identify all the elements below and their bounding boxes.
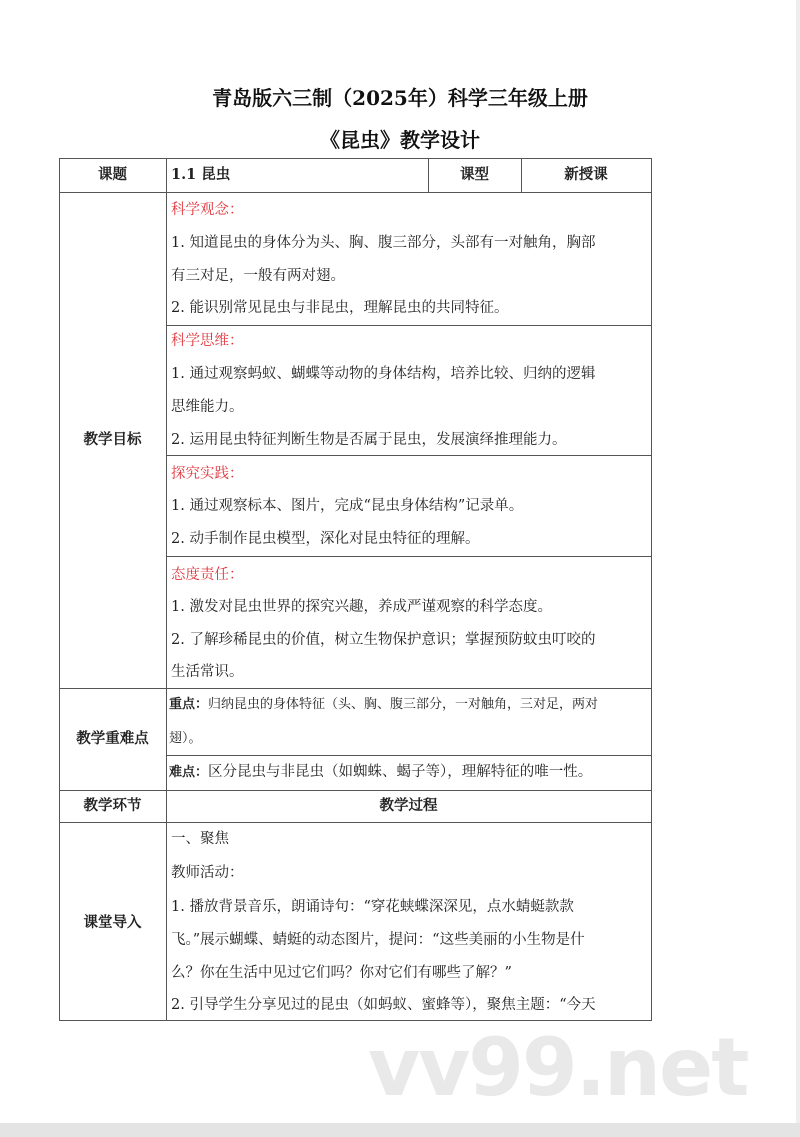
table-border — [166, 455, 651, 456]
difficulty-line — [169, 762, 592, 783]
process-header: 教学过程 — [379, 797, 438, 814]
objective-line: 生活常识。 — [171, 664, 244, 680]
section-heading: 科学思维： — [171, 333, 244, 349]
stage-header: 教学环节 — [83, 797, 142, 814]
objective-line: 有三对足，一般有两对翅。 — [171, 268, 345, 284]
section-heading: 科学观念： — [171, 202, 244, 218]
process-line: 一、聚焦 — [171, 831, 229, 847]
key-label: 重点： — [169, 697, 209, 712]
table-border — [166, 158, 167, 1021]
topic-value: 1.1 昆虫 — [171, 166, 231, 183]
topic-label: 课题 — [98, 166, 127, 183]
objective-line: 思维能力。 — [171, 399, 244, 415]
page-edge — [796, 0, 800, 1123]
objective-line: 2. 运用昆虫特征判断生物是否属于昆虫，发展演绎推理能力。 — [171, 432, 567, 448]
objectives-label: 教学目标 — [83, 431, 142, 448]
difficulty-label: 难点： — [169, 765, 209, 780]
table-border — [166, 755, 651, 756]
page-gap — [0, 1123, 800, 1137]
table-border — [651, 158, 652, 1021]
key-points-label: 教学重难点 — [76, 730, 149, 747]
process-line: 么？你在生活中见过它们吗？你对它们有哪些了解？” — [171, 965, 512, 981]
table-border — [59, 822, 651, 823]
doc-title: 青岛版六三制（2025年）科学三年级上册 — [212, 86, 588, 110]
objective-line: 1. 知道昆虫的身体分为头、胸、腹三部分，头部有一对触角，胸部 — [171, 235, 596, 251]
process-line: 飞。”展示蝴蝶、蜻蜓的动态图片，提问：“这些美丽的小生物是什 — [171, 932, 585, 948]
difficulty-text: 区分昆虫与非昆虫（如蜘蛛、蝎子等），理解特征的唯一性。 — [208, 764, 593, 780]
type-value: 新授课 — [564, 166, 608, 183]
objective-line: 1. 激发对昆虫世界的探究兴趣，养成严谨观察的科学态度。 — [171, 599, 552, 615]
intro-label: 课堂导入 — [83, 914, 142, 931]
table-border — [59, 192, 651, 193]
key-text: 归纳昆虫的身体特征（头、胸、腹三部分，一对触角，三对足，两对 — [208, 697, 599, 712]
objective-line: 1. 通过观察蚂蚁、蝴蝶等动物的身体结构，培养比较、归纳的逻辑 — [171, 366, 596, 382]
table-border — [166, 325, 651, 326]
objective-line: 2. 了解珍稀昆虫的价值，树立生物保护意识；掌握预防蚊虫叮咬的 — [171, 632, 596, 648]
table-border — [59, 158, 60, 1021]
section-heading: 态度责任： — [171, 567, 244, 583]
table-border — [59, 688, 651, 689]
process-line: 教师活动： — [171, 865, 244, 881]
section-heading: 探究实践： — [171, 466, 244, 482]
key-text: 翅）。 — [169, 731, 202, 746]
key-point-line — [169, 695, 598, 715]
process-line: 1. 播放背景音乐，朗诵诗句：“穿花蛱蝶深深见，点水蜻蜓款款 — [171, 899, 574, 915]
process-line: 2. 引导学生分享见过的昆虫（如蚂蚁、蜜蜂等），聚焦主题：“今天 — [171, 997, 596, 1013]
table-border — [166, 556, 651, 557]
objective-line: 1. 通过观察标本、图片，完成“昆虫身体结构”记录单。 — [171, 498, 524, 514]
type-label: 课型 — [460, 166, 489, 183]
table-border — [59, 158, 651, 159]
table-border — [59, 790, 651, 791]
watermark: vv99.net — [368, 1021, 748, 1114]
objective-line: 2. 能识别常见昆虫与非昆虫，理解昆虫的共同特征。 — [171, 300, 509, 316]
objective-line: 2. 动手制作昆虫模型，深化对昆虫特征的理解。 — [171, 531, 480, 547]
doc-subtitle: 《昆虫》教学设计 — [320, 128, 480, 152]
